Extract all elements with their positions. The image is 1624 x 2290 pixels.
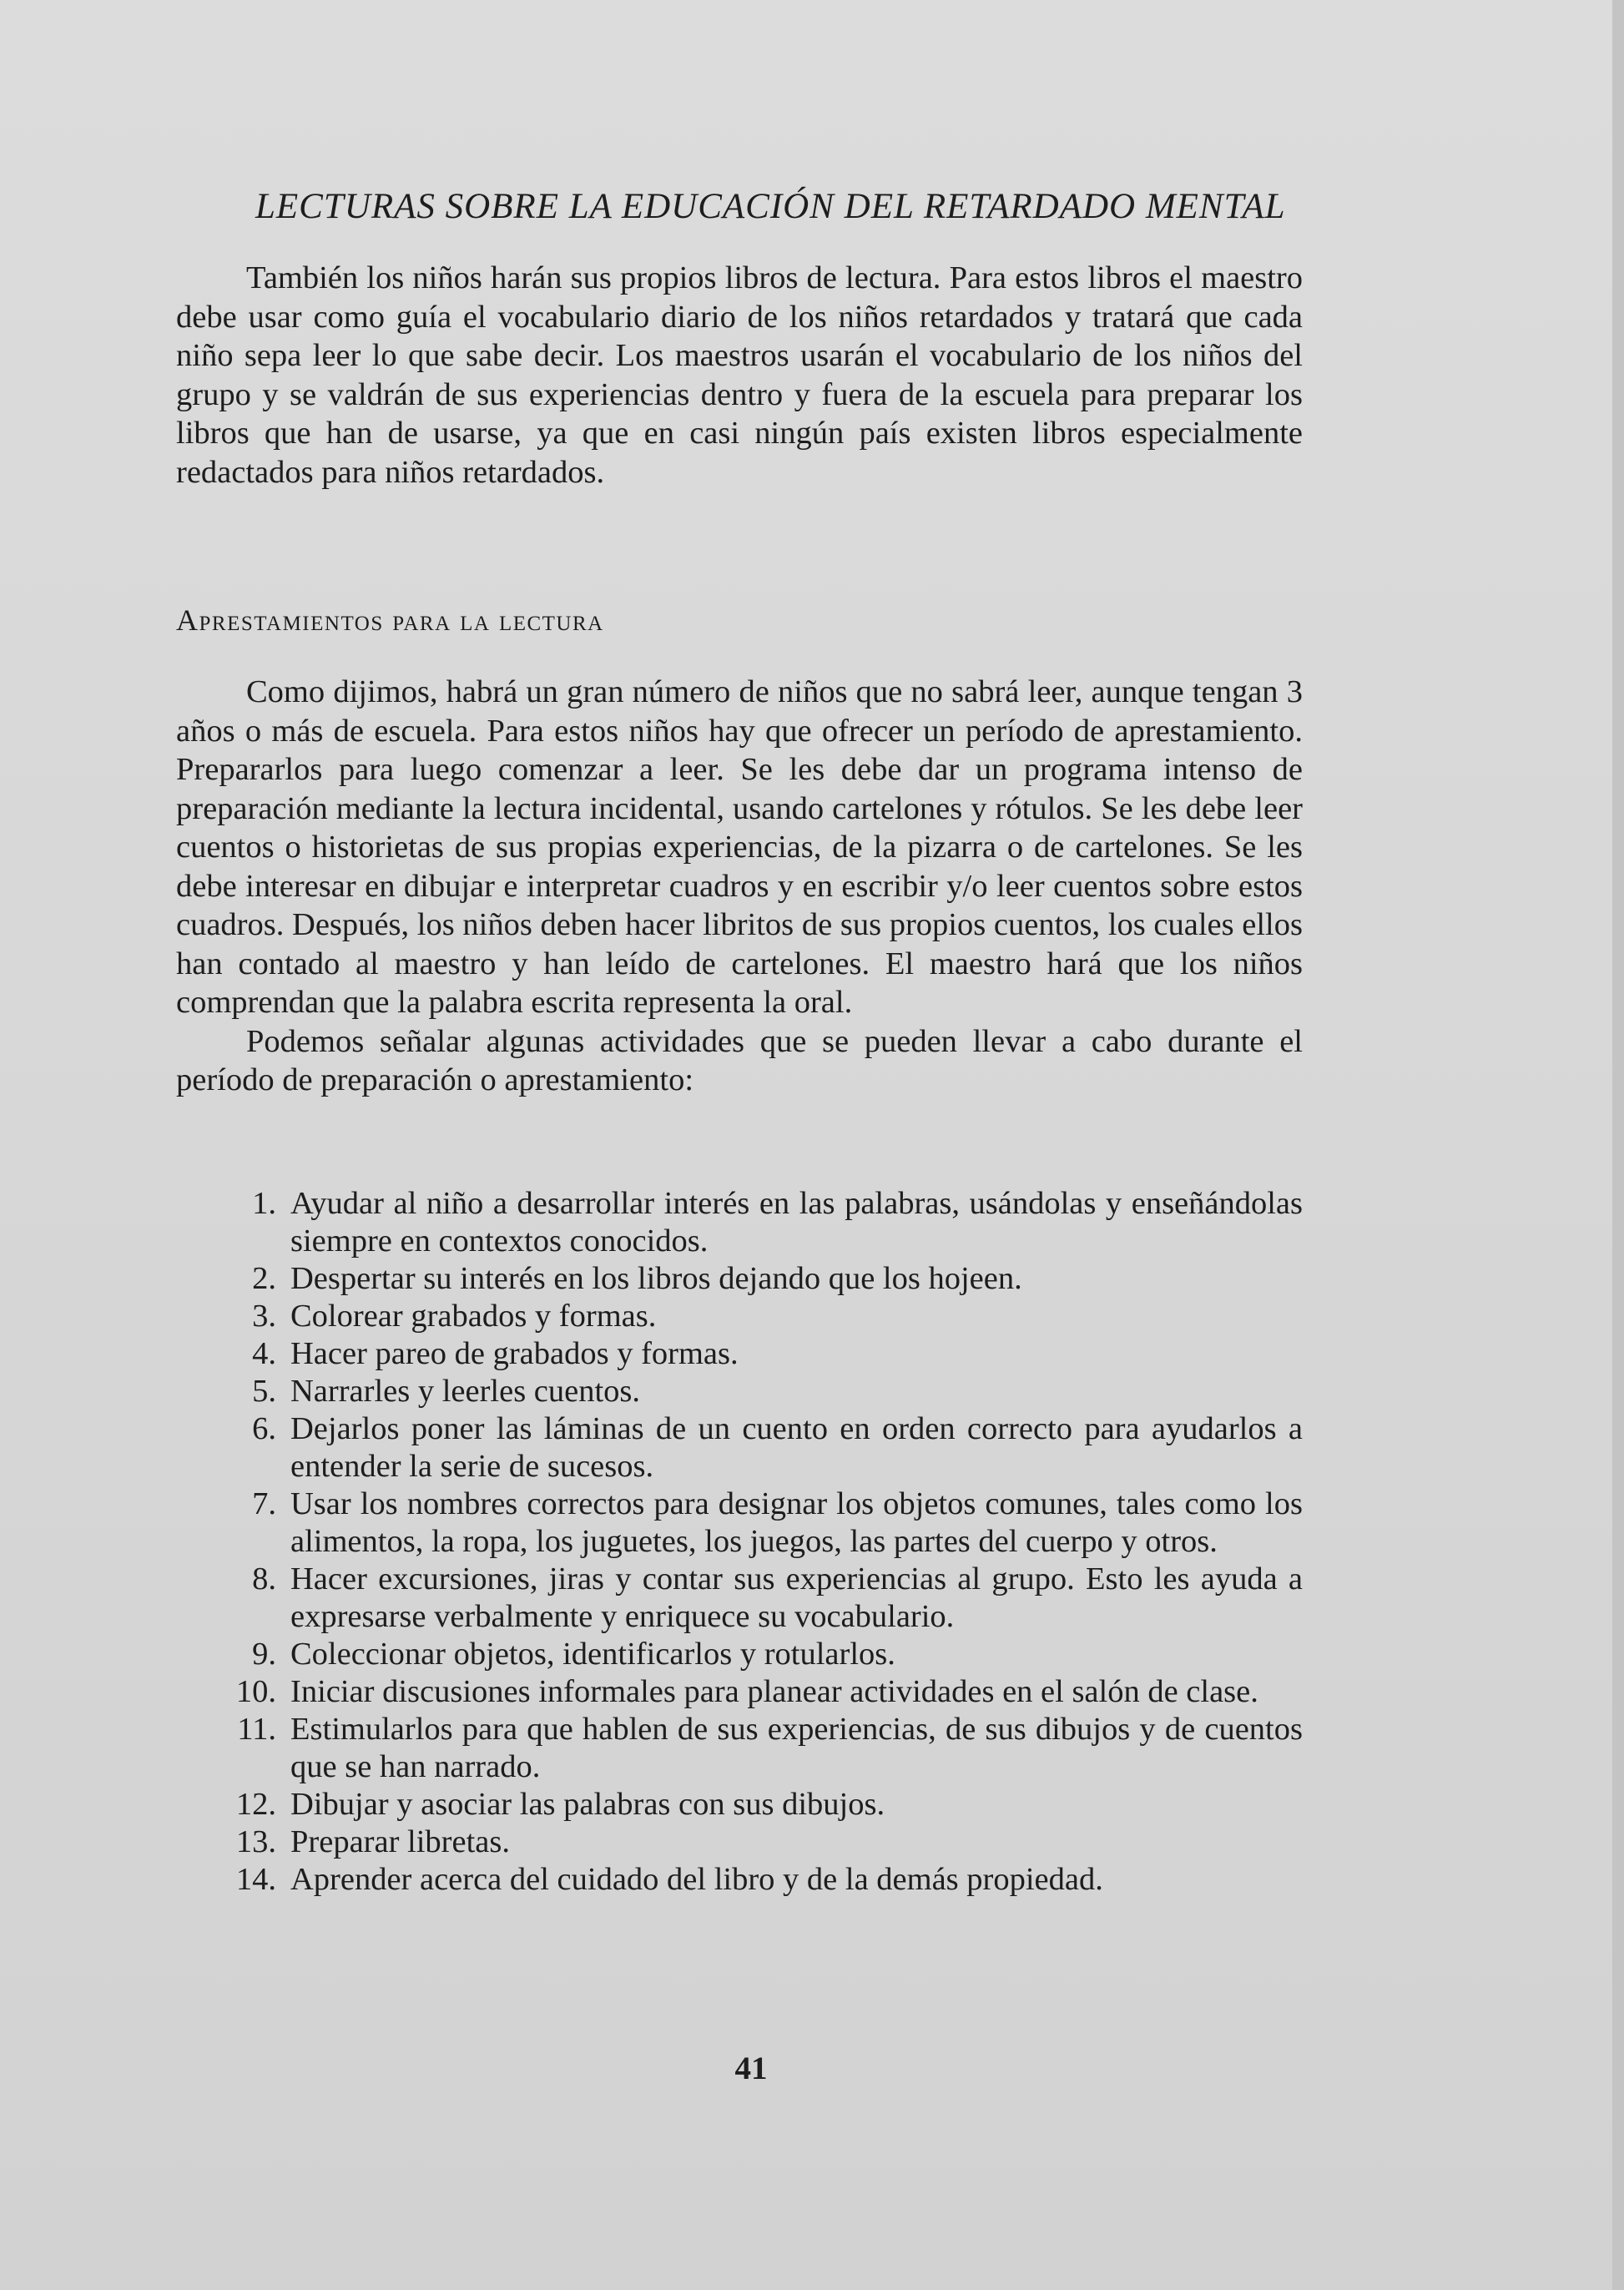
- item-number: 4.: [252, 1336, 276, 1371]
- list-item: [176, 1298, 1303, 1335]
- item-number: 6.: [252, 1411, 276, 1446]
- list-item: [176, 1335, 1303, 1373]
- item-text: Iniciar discusiones informales para planear actividades en el salón de clase.: [290, 1674, 1258, 1709]
- item-number: 5.: [252, 1374, 276, 1409]
- item-text: Aprender acerca del cuidado del libro y de la demás propiedad.: [290, 1862, 1103, 1897]
- item-text: Preparar libretas.: [290, 1824, 510, 1859]
- list-item: [176, 1260, 1303, 1298]
- item-number: 10.: [235, 1674, 276, 1709]
- list-item: [176, 1373, 1303, 1410]
- list-item: [176, 1410, 1303, 1485]
- list-item: [176, 1673, 1303, 1711]
- item-text: Narrarles y leerles cuentos.: [290, 1374, 641, 1409]
- item-text: Dejarlos poner las láminas de un cuento en orden correcto para ayudarlos a entender la serie de sucesos.: [290, 1411, 1303, 1484]
- section-body: [176, 673, 1303, 1100]
- item-number: 11.: [237, 1712, 276, 1747]
- item-text: Colorear grabados y formas.: [290, 1299, 657, 1334]
- item-text: Hacer excursiones, jiras y contar sus experiencias al grupo. Esto les ayuda a expresarse verbalmente y enriquece su vocabulario.: [290, 1561, 1303, 1634]
- list-item: [176, 1485, 1303, 1561]
- page-number: 41: [734, 2050, 768, 2086]
- item-text: Dibujar y asociar las palabras con sus dibujos.: [290, 1787, 885, 1822]
- list-item: [176, 1561, 1303, 1636]
- activities-list: [176, 1185, 1303, 1899]
- item-text: Usar los nombres correctos para designar los objetos comunes, tales como los alimentos, la ropa, los juguetes, los juegos, las partes del cuerpo y otros.: [290, 1486, 1303, 1559]
- item-number: 9.: [252, 1637, 276, 1672]
- list-item: [176, 1861, 1303, 1899]
- section-paragraph: Como dijimos, habrá un gran número de niños que no sabrá leer, aunque tengan 3 años o más de escuela. Para estos niños hay que ofrecer un período de aprestamiento. Prepararlos para luego comenzar a leer. Se les debe dar un programa intenso de preparación mediante la lectura incidental, usando cartelones y rótulos. Se les debe leer cuentos o historietas de sus propias experiencias, de la pizarra o de cartelones. Se les debe interesar en dibujar e interpretar cuadros y en escribir y/o leer cuentos sobre estos cuadros. Después, los niños deben hacer libritos de sus propios cuentos, los cuales ellos han contado al maestro y han leído de cartelones. El maestro hará que los niños comprendan que la palabra escrita representa la oral.: [176, 674, 1303, 1020]
- list-item: [176, 1786, 1303, 1823]
- list-item: [176, 1711, 1303, 1786]
- intro-paragraph-block: [176, 259, 1303, 492]
- intro-paragraph: También los niños harán sus propios libros de lectura. Para estos libros el maestro debe usar como guía el vocabulario diario de los niños retardados y tratará que cada niño sepa leer lo que sabe decir. Los maestros usarán el vocabulario de los niños del grupo y se valdrán de sus experiencias dentro y fuera de la escuela para preparar los libros que han de usarse, ya que en casi ningún país existen libros especialmente redactados para niños retardados.: [176, 260, 1303, 490]
- item-text: Coleccionar objetos, identificarlos y rotularlos.: [290, 1637, 895, 1672]
- item-number: 8.: [252, 1561, 276, 1596]
- item-number: 3.: [252, 1299, 276, 1334]
- item-number: 13.: [235, 1824, 276, 1859]
- list-item: [176, 1185, 1303, 1260]
- item-text: Ayudar al niño a desarrollar interés en las palabras, usándolas y enseñándolas siempre en contextos conocidos.: [290, 1186, 1303, 1258]
- section-paragraph: Podemos señalar algunas actividades que se pueden llevar a cabo durante el período de preparación o aprestamiento:: [176, 1023, 1303, 1097]
- list-item: [176, 1823, 1303, 1861]
- page-edge-shadow: [1612, 0, 1624, 2290]
- item-number: 2.: [252, 1261, 276, 1296]
- item-text: Despertar su interés en los libros dejando que los hojeen.: [290, 1261, 1022, 1296]
- running-head: LECTURAS SOBRE LA EDUCACIÓN DEL RETARDADO MENTAL: [255, 187, 1286, 226]
- item-text: Estimularlos para que hablen de sus experiencias, de sus dibujos y de cuentos que se han narrado.: [290, 1712, 1303, 1784]
- list-item: [176, 1636, 1303, 1673]
- item-number: 14.: [235, 1862, 276, 1897]
- item-number: 12.: [235, 1787, 276, 1822]
- item-number: 1.: [252, 1186, 276, 1221]
- section-heading: Aprestamientos para la lectura: [176, 603, 604, 637]
- item-text: Hacer pareo de grabados y formas.: [290, 1336, 739, 1371]
- item-number: 7.: [252, 1486, 276, 1521]
